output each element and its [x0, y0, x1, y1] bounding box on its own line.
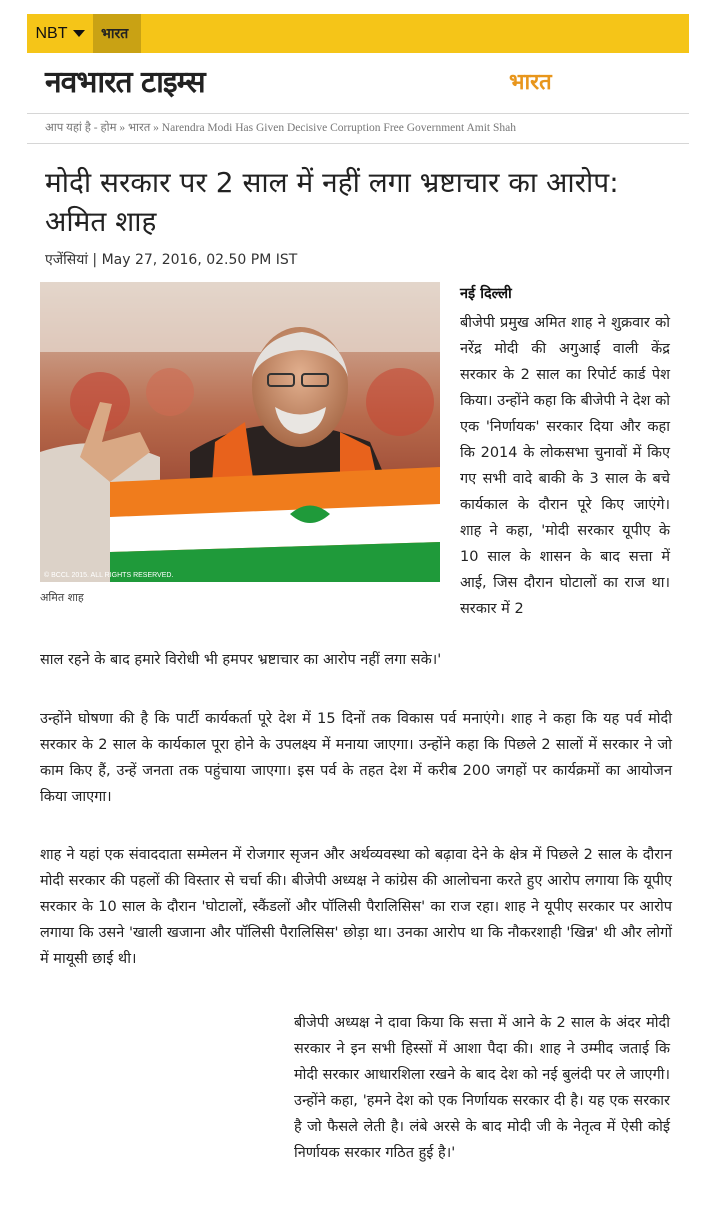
nbt-label: NBT: [35, 24, 68, 42]
photo-credit: © BCCL 2015. ALL RIGHTS RESERVED.: [44, 572, 174, 579]
breadcrumb-separator: »: [150, 122, 162, 134]
site-logo[interactable]: नवभारत टाइम्स: [45, 65, 205, 100]
article-title: मोदी सरकार पर 2 साल में नहीं लगा भ्रष्टाचार का आरोप: अमित शाह: [45, 166, 619, 238]
photo-caption: अमित शाह: [40, 591, 84, 604]
breadcrumb-separator: »: [116, 122, 128, 134]
article-date: | May 27, 2016, 02.50 PM IST: [87, 252, 298, 268]
article-photo: [40, 282, 440, 582]
dateline: नई दिल्ली: [460, 286, 512, 302]
lead-paragraph-continued: साल रहने के बाद हमारे विरोधी भी हमपर भ्रष्टाचार का आरोप नहीं लगा सके।': [40, 652, 442, 668]
nbt-menu-button[interactable]: [27, 14, 93, 53]
breadcrumb-prefix: आप यहां है -: [45, 122, 101, 134]
breadcrumb-section-link[interactable]: भारत: [127, 122, 151, 134]
breadcrumb-home-link[interactable]: होम: [100, 122, 117, 134]
section-tab-bharat[interactable]: भारत: [93, 14, 141, 53]
top-nav-bar: [27, 14, 689, 53]
photo-illustration: [40, 282, 440, 582]
article-paragraph: शाह ने यहां एक संवाददाता सम्मेलन में रोजगार सृजन और अर्थव्यवस्था को बढ़ावा देने के क्षेत्र में पिछले 2 साल के दौरान मोदी सरकार की पहलों की विस्तार से चर्चा की। बीजेपी अध्यक्ष ने कांग्रेस की आलोचना करते हुए आरोप लगाया कि यूपीए सरकार के 10 साल के दौरान 'घोटालों, स्कैंडलों और पॉलिसी पैरालिसिस' का राज रहा। शाह ने यूपीए सरकार पर आरोप लगाया कि उसने 'खाली खजाना और पॉलिसी पैरालिसिस' छोड़ा था। उनका आरोप था कि नौकरशाही 'खिन्न' थी और लोगों में मायूसी छाई थी।: [40, 847, 672, 967]
breadcrumb: [45, 120, 516, 135]
byline: [45, 250, 297, 269]
caret-down-icon: [73, 30, 85, 37]
breadcrumb-divider: [27, 143, 689, 144]
breadcrumb-current: Narendra Modi Has Given Decisive Corruption Free Government Amit Shah: [161, 122, 516, 134]
article-paragraph-quote: बीजेपी अध्यक्ष ने दावा किया कि सत्ता में आने के 2 साल के अंदर मोदी सरकार ने इन सभी हिस्सों में आशा पैदा की। शाह ने उम्मीद जताई कि मोदी सरकार आधारशिला रखने के बाद देश को नई बुलंदी पर ले जाएगी। उन्होंने कहा, 'हमने देश को एक निर्णायक सरकार दी है। यह एक सरकार है जो फैसले लेती है। लंबे अरसे के बाद मोदी जी के नेतृत्व में ऐसी कोई निर्णायक सरकार गठित हुई है।': [294, 1015, 670, 1161]
article-paragraph: उन्होंने घोषणा की है कि पार्टी कार्यकर्ता पूरे देश में 15 दिनों तक विकास पर्व मनाएंगे। शाह ने कहा कि यह पर्व मोदी सरकार के 2 साल के कार्यकाल पूरा होने के उपलक्ष्य में मनाया जाएगा। उन्होंने कहा कि पिछले 2 सालों में सरकार ने जो काम किए हैं, उन्हें जनता तक पहुंचाया जाएगा। इस पर्व के तहत देश में करीब 200 जगहों पर कार्यक्रमों का आयोजन किया जाएगा।: [40, 711, 672, 805]
article-author[interactable]: एजेंसियां: [45, 252, 88, 268]
lead-paragraph: बीजेपी प्रमुख अमित शाह ने शुक्रवार को नरेंद्र मोदी की अगुआई वाली केंद्र सरकार के 2 साल का रिपोर्ट कार्ड पेश किया। उन्होंने कहा कि बीजेपी ने देश को एक 'निर्णायक' सरकार दिया और कहा कि 2014 के लोकसभा चुनावों में किए गए सभी वादे बाकी के 3 साल के बचे कार्यकाल के दौरान पूरे किए जाएंगे। शाह ने कहा, 'मोदी सरकार यूपीए के 10 साल के शासन के बाद सत्ता में आई, जिस दौरान घोटालों का राज था। सरकार में 2: [460, 315, 670, 617]
header-divider: [27, 113, 689, 114]
section-heading[interactable]: भारत: [509, 70, 552, 95]
